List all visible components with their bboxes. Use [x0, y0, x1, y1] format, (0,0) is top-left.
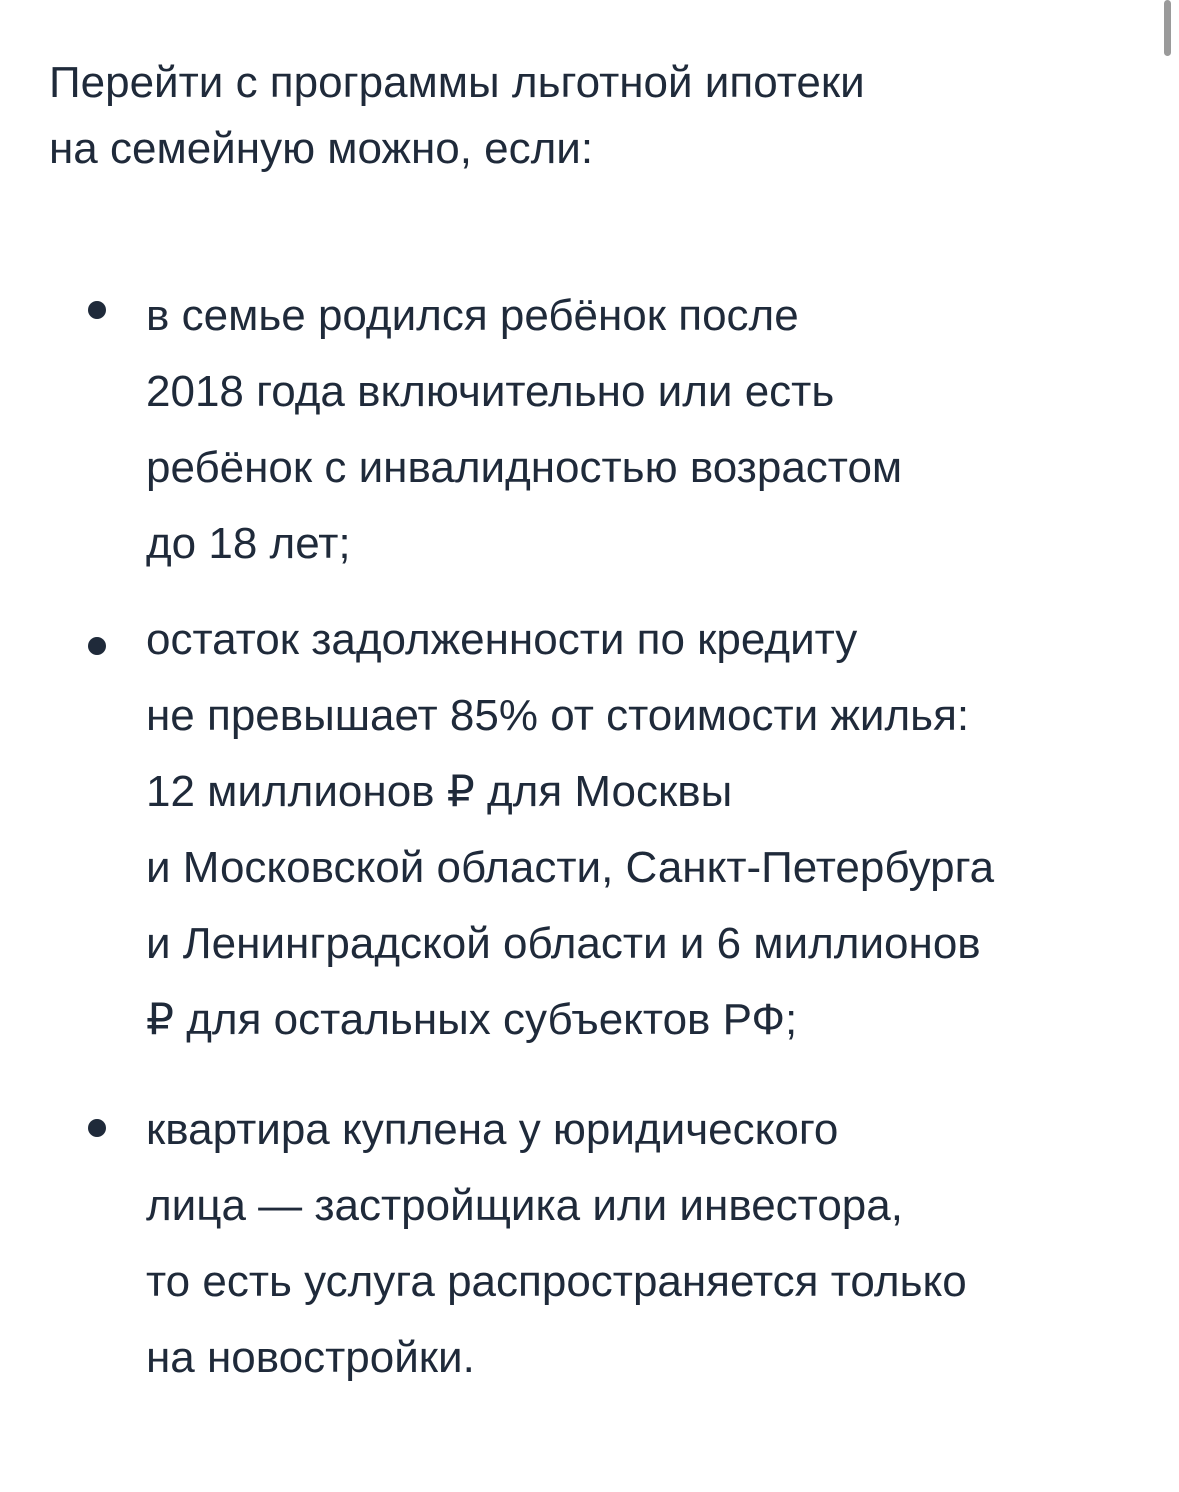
intro-paragraph — [49, 50, 1139, 182]
list-item-line: и Ленинградской области и 6 миллионов — [146, 919, 981, 968]
list-item-line: остаток задолженности по кредиту — [146, 615, 858, 664]
bullet-dot-icon — [88, 301, 106, 319]
list-item-line: то есть услуга распространяется только — [146, 1257, 967, 1306]
list-item-line: ₽ для остальных субъектов РФ; — [146, 995, 798, 1044]
list-item-line: 12 миллионов ₽ для Москвы — [146, 767, 733, 816]
list-item-line: квартира куплена у юридического — [146, 1105, 839, 1154]
intro-line: Перейти с программы льготной ипотеки — [49, 58, 865, 107]
scrollbar[interactable] — [1164, 0, 1171, 56]
list-item-line: ребёнок с инвалидностью возрастом — [146, 443, 903, 492]
list-item-line: 2018 года включительно или есть — [146, 367, 835, 416]
list-item-line: на новостройки. — [146, 1333, 475, 1382]
list-item-line: в семье родился ребёнок после — [146, 291, 799, 340]
bullet-dot-icon — [88, 1119, 106, 1137]
list-item-line: лица — застройщика или инвестора, — [146, 1181, 903, 1230]
list-item-text — [146, 602, 1156, 1058]
list-item-line: до 18 лет; — [146, 519, 351, 568]
intro-line: на семейную можно, если: — [49, 124, 594, 173]
list-item-text — [146, 1092, 1156, 1396]
bullet-dot-icon — [88, 637, 106, 655]
list-item-line: не превышает 85% от стоимости жилья: — [146, 691, 970, 740]
list-item-text — [146, 278, 1156, 582]
list-item-line: и Московской области, Санкт-Петербурга — [146, 843, 995, 892]
